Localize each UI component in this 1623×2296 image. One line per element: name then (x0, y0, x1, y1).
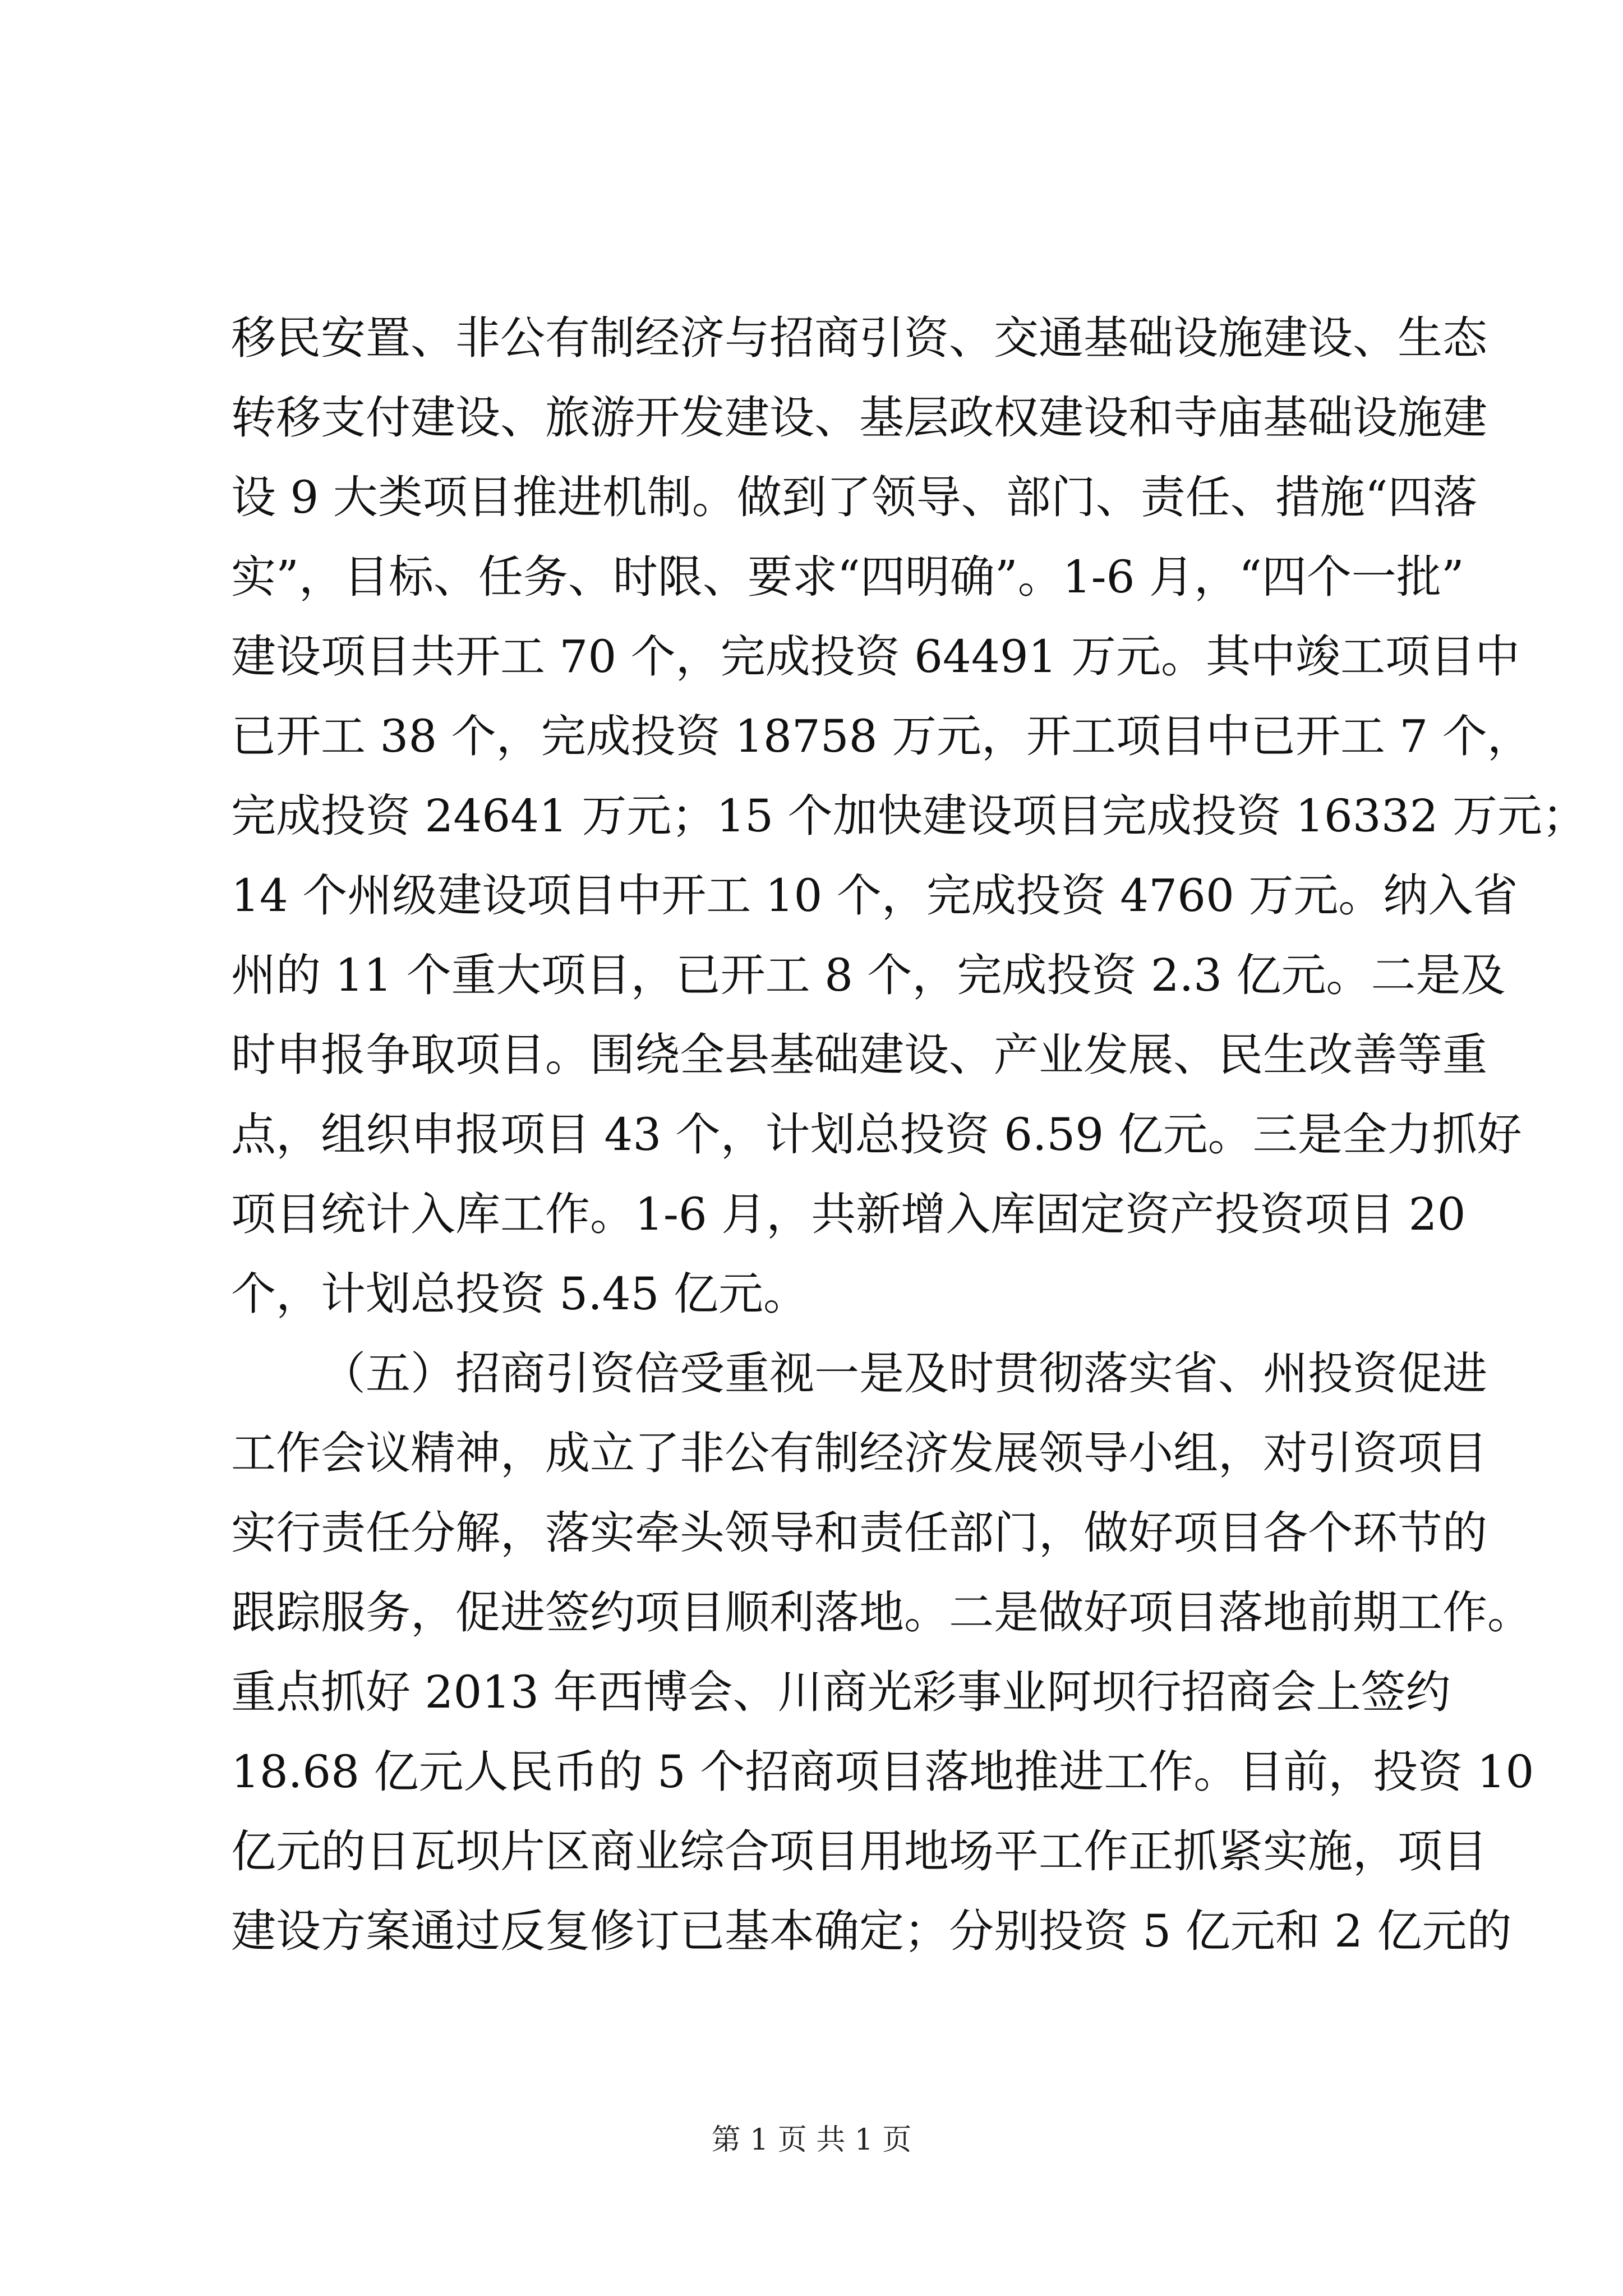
section-heading-line: （五）招商引资倍受重视一是及时贯彻落实省、州投资促进 (321, 1347, 1487, 1400)
body-line: 18.68 亿元人民币的 5 个招商项目落地推进工作。目前，投资 10 (231, 1746, 1534, 1798)
body-line: 州的 11 个重大项目，已开工 8 个，完成投资 2.3 亿元。二是及 (231, 949, 1506, 1001)
body-line: 亿元的日瓦坝片区商业综合项目用地场平工作正抓紧实施，项目 (231, 1825, 1487, 1878)
body-line: 建设项目共开工 70 个，完成投资 64491 万元。其中竣工项目中 (231, 631, 1520, 683)
body-line: 重点抓好 2013 年西博会、川商光彩事业阿坝行招商会上签约 (231, 1666, 1451, 1718)
body-line: 移民安置、非公有制经济与招商引资、交通基础设施建设、生态 (231, 312, 1487, 364)
body-line: 14 个州级建设项目中开工 10 个，完成投资 4760 万元。纳入省 (231, 869, 1518, 922)
document-body (231, 298, 1587, 1971)
body-line: 跟踪服务，促进签约项目顺利落地。二是做好项目落地前期工作。 (231, 1586, 1532, 1639)
body-line: 项目统计入库工作。1-6 月，共新增入库固定资产投资项目 20 (231, 1188, 1466, 1240)
body-line: 实”，目标、任务、时限、要求“四明确”。1-6 月，“四个一批” (231, 551, 1464, 603)
body-line: 个，计划总投资 5.45 亿元。 (231, 1268, 808, 1320)
body-line: 实行责任分解，落实牵头领导和责任部门，做好项目各个环节的 (231, 1507, 1487, 1559)
body-line: 设 9 大类项目推进机制。做到了领导、部门、责任、措施“四落 (231, 471, 1478, 523)
body-line: 点，组织申报项目 43 个，计划总投资 6.59 亿元。三是全力抓好 (231, 1108, 1522, 1161)
body-line: 时申报争取项目。围绕全县基础建设、产业发展、民生改善等重 (231, 1029, 1487, 1081)
body-line: 工作会议精神，成立了非公有制经济发展领导小组，对引资项目 (231, 1427, 1487, 1479)
page-footer: 第 1 页 共 1 页 (711, 2123, 912, 2157)
body-line: 完成投资 24641 万元；15 个加快建设项目完成投资 16332 万元； (231, 790, 1587, 842)
body-line: 转移支付建设、旅游开发建设、基层政权建设和寺庙基础设施建 (231, 392, 1487, 444)
body-line: 已开工 38 个，完成投资 18758 万元，开工项目中已开工 7 个， (231, 710, 1532, 762)
body-line: 建设方案通过反复修订已基本确定；分别投资 5 亿元和 2 亿元的 (231, 1905, 1512, 1957)
